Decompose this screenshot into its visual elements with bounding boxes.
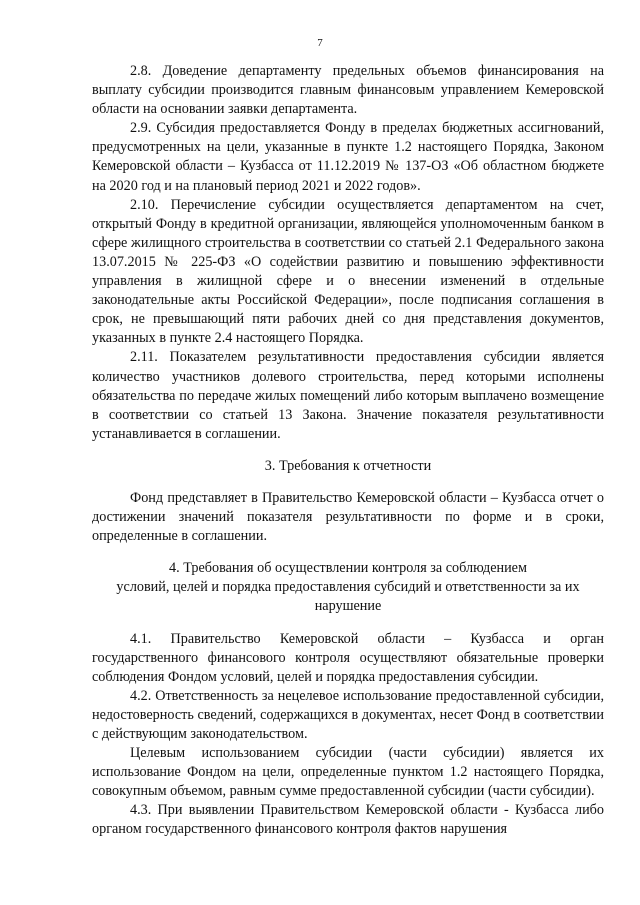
paragraph-4-3: 4.3. При выявлении Правительством Кемеровской области - Кузбасса либо органом государственного финансового контроля фактов нарушения [92, 802, 604, 838]
section-3-text: Фонд представляет в Правительство Кемеровской области – Кузбасса отчет о достижении значений показателя результативности по форме и в сроки, определенные в соглашении. [92, 489, 604, 545]
document-body [92, 62, 604, 840]
section-4-heading-line: 4. Требования об осуществлении контроля за соблюдением [169, 560, 527, 577]
section-4-heading-line: условий, целей и порядка предоставления субсидий и ответственности за их [116, 579, 580, 596]
paragraph-4-1: 4.1. Правительство Кемеровской области – Кузбасса и орган государственного финансового контроля осуществляют обязательные проверки соблюдения Фондом условий, целей и порядка предоставления субсидии. [92, 630, 604, 685]
paragraph-targeted-use: Целевым использованием субсидии (части субсидии) является их использование Фондом на цели, определенные пунктом 1.2 настоящего Порядка, совокупным объемом, равным сумме предоставленной субсидии (части субсидии). [92, 745, 604, 800]
section-4-heading-line: нарушение [314, 598, 382, 615]
paragraph-2-8: 2.8. Доведение департаменту предельных объемов финансирования на выплату субсидии производится главным финансовым управлением Кемеровской области на основании заявки департамента. [92, 63, 604, 118]
section-3-heading: 3. Требования к отчетности [264, 457, 432, 474]
paragraph-4-2: 4.2. Ответственность за нецелевое использование предоставленной субсидии, недостоверность сведений, содержащихся в документах, несет Фонд в соответствии с действующим законодательством. [92, 687, 604, 742]
page-number: 7 [317, 37, 323, 49]
section-4-heading [92, 559, 604, 616]
paragraph-2-10: 2.10. Перечисление субсидии осуществляется департаментом на счет, открытый Фонду в кредитной организации, являющейся уполномоченным банком в сфере жилищного строительства в соответствии со статьей 2.1 Федерального закона 13.07.2015 № 225-ФЗ «О содействии развитию и повышению эффективности управления в жилищной сфере и о внесении изменений в отдельные законодательные акты Российской Федерации», после подписания соглашения в срок, не превышающий пяти рабочих дней со дня представления документов, указанных в пункте 2.4 настоящего Порядка. [92, 196, 604, 347]
paragraph-2-9: 2.9. Субсидия предоставляется Фонду в пределах бюджетных ассигнований, предусмотренных на цели, указанные в пункте 1.2 настоящего Порядка, Законом Кемеровской области – Кузбасса от 11.12.2019 № 137-ОЗ «Об областном бюджете на 2020 год и на плановый период 2021 и 2022 годов». [92, 120, 604, 194]
paragraph-2-11: 2.11. Показателем результативности предоставления субсидии является количество участников долевого строительства, перед которыми исполнены обязательства по передаче жилых помещений либо которым выплачено возмещение в соответствии со статьей 13 Закона. Значение показателя результативности устанавливается в соглашении. [92, 349, 604, 442]
